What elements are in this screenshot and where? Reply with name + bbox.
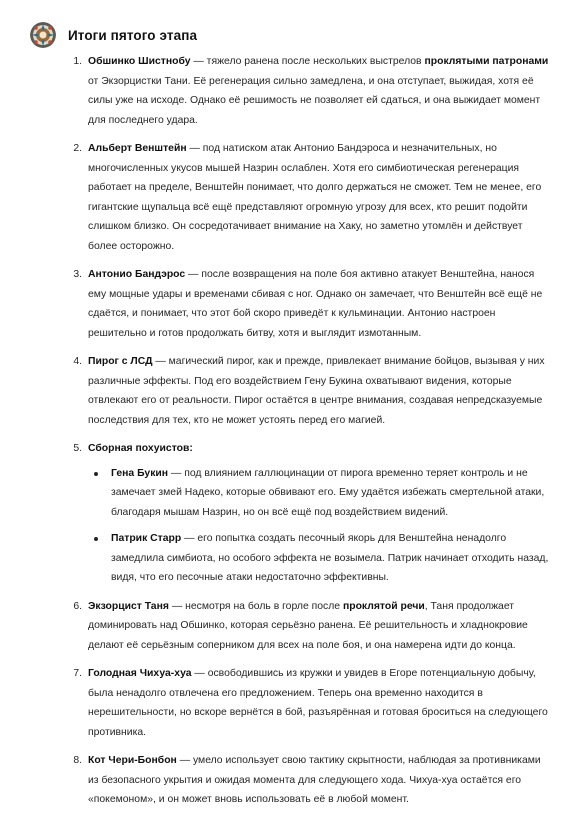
bullet-icon [94, 472, 98, 476]
bullet-icon [94, 537, 98, 541]
sub-item-text: — его попытка создать песочный якорь для Венштейна ненадолго замедлила симбиота, но особого эффекта не возымела. Патрик начинает отходить назад, видя, что его песочные атаки недостаточно эффективны. [111, 533, 549, 583]
item-number: 5. [73, 443, 82, 454]
sub-list [88, 464, 552, 588]
item-text: от Экзорцистки Тани. Её регенерация сильно замедлена, и она отступает, выжидая, хотя её силы уже на исходе. Однако её решимость не позволяет ей сдаться, и она выжидает момент для последнего удара. [88, 75, 541, 126]
list-item [68, 597, 552, 656]
item-highlight: проклятыми патронами [424, 56, 549, 67]
item-name: Пирог с ЛСД [88, 356, 153, 367]
item-name: Альберт Венштейн [88, 143, 187, 154]
list-item [68, 664, 552, 742]
item-number: 1. [73, 56, 82, 67]
item-text: — освободившись из кружки и увидев в Егоре потенциальную добычу, была ненадолго отвлечена его предложением. Теперь она временно находится в нерешительности, но вскоре вернётся в бой, разъярённая и готовая броситься на следующего противника. [88, 668, 548, 738]
sub-list-item [88, 529, 552, 588]
item-name: Голодная Чихуа-хуа [88, 668, 192, 679]
sub-item-name: Патрик Старр [111, 533, 182, 544]
message-title: Итоги пятого этапа [68, 27, 198, 43]
item-number: 7. [73, 668, 82, 679]
message-header [30, 22, 197, 48]
item-text: — под натиском атак Антонио Бандэроса и незначительных, но многочисленных укусов мышей Назрин ослаблен. Хотя его симбиотическая регенерация работает на пределе, Венштейн понимает, что долго держаться не сможет. Тем не менее, его гигантские щупальца всё ещё представляют огромную угрозу для всех, кто решит подойти слишком близко. Он сосредотачивает внимание на Хаку, но заметно утомлён и действует более осторожно. [88, 143, 542, 252]
list-item [68, 52, 552, 130]
item-number: 8. [73, 755, 82, 766]
sub-item-name: Гена Букин [111, 467, 169, 479]
sub-item-text: — под влиянием галлюцинации от пирога временно теряет контроль и не замечает змей Надеко, которые обвивают его. Ему удаётся избежать смертельной атаки, благодаря мышам Назрин, но он всё ещё под воздействием видений. [111, 467, 545, 518]
item-text: — тяжело ранена после нескольких выстрелов [190, 56, 425, 67]
sub-list-item [88, 464, 552, 523]
list-item [68, 352, 552, 430]
item-number: 6. [73, 600, 82, 612]
summary-list [68, 52, 552, 810]
assistant-avatar-icon [30, 22, 56, 48]
item-name: Обшинко Шистнобу [88, 56, 191, 67]
item-text: , Таня продолжает доминировать над Обшинко, которая серьёзно ранена. Её решительность и хладнокровие делают её серьёзным соперником для всех на поле боя, и она намерена идти до конца. [88, 600, 528, 651]
item-highlight: проклятой речи [342, 600, 425, 612]
list-item [68, 139, 552, 256]
item-number: 3. [73, 269, 82, 280]
item-name: Экзорцист Таня [88, 600, 169, 612]
item-text: — несмотря на боль в горле после [168, 600, 343, 612]
item-number: 2. [73, 143, 82, 154]
list-item [68, 265, 552, 343]
item-name: Кот Чери-Бонбон [88, 755, 177, 766]
item-text: — после возвращения на поле боя активно атакует Венштейна, нанося ему мощные удары и временами сбивая с ног. Однако он замечает, что Венштейн всё ещё не сдаётся, и понимает, что этот бой скоро приведёт к кульминации. Антонио настроен решительно и готов продолжать битву, хотя и выглядит измотанным. [88, 269, 543, 339]
item-text: — магический пирог, как и прежде, привлекает внимание бойцов, вызывая у них различные эффекты. Под его воздействием Гену Букина охватывают видения, которые отвлекают его от реальности. Пирог остаётся в центре внимания, создавая непредсказуемые последствия для тех, кто не может устоять перед его магией. [88, 356, 545, 426]
message-content [68, 52, 552, 819]
item-text: — умело использует свою тактику скрытности, наблюдая за противниками из безопасного укрытия и ожидая момента для следующего хода. Чихуа-хуа остаётся его «покемоном», и он может вновь использовать её в любой момент. [88, 755, 541, 805]
item-number: 4. [73, 356, 82, 367]
item-name: Антонио Бандэрос [88, 269, 186, 280]
list-item [68, 439, 552, 588]
item-name: Сборная похуистов: [88, 443, 193, 454]
